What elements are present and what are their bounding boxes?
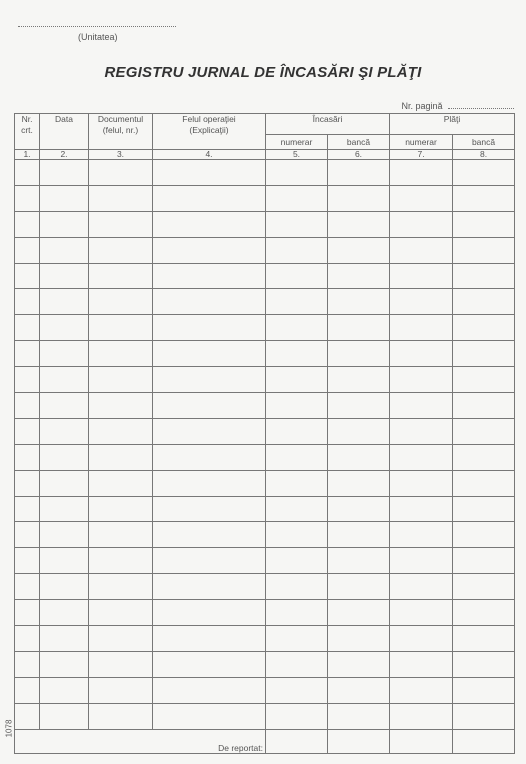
operatie-cell[interactable] [153,470,266,496]
incasari-numerar-cell[interactable] [266,677,328,703]
incasari-numerar-cell[interactable] [266,548,328,574]
nr-crt-cell[interactable] [15,574,40,600]
plati-banca-cell[interactable] [453,626,515,652]
plati-numerar-cell[interactable] [390,444,453,470]
data-cell[interactable] [40,496,89,522]
document-cell[interactable] [89,185,153,211]
nr-crt-cell[interactable] [15,263,40,289]
col-header-operatie: Felul operaţiei (Explicaţii) [153,114,266,150]
incasari-numerar-cell[interactable] [266,289,328,315]
plati-numerar-cell[interactable] [390,470,453,496]
col-header-plati: Plăţi [390,114,515,135]
col-header-incasari: Încasări [266,114,390,135]
incasari-banca-cell[interactable] [328,574,390,600]
data-cell[interactable] [40,703,89,729]
operatie-cell[interactable] [153,237,266,263]
document-cell[interactable] [89,289,153,315]
document-cell[interactable] [89,548,153,574]
document-cell[interactable] [89,703,153,729]
table-row [15,289,515,315]
incasari-numerar-cell[interactable] [266,600,328,626]
operatie-cell[interactable] [153,393,266,419]
plati-banca-cell[interactable] [453,367,515,393]
incasari-banca-cell[interactable] [328,626,390,652]
operatie-cell[interactable] [153,522,266,548]
incasari-banca-cell[interactable] [328,263,390,289]
nr-crt-cell[interactable] [15,237,40,263]
incasari-numerar-cell[interactable] [266,263,328,289]
incasari-numerar-cell[interactable] [266,185,328,211]
plati-numerar-cell[interactable] [390,211,453,237]
incasari-banca-cell[interactable] [328,160,390,186]
data-cell[interactable] [40,418,89,444]
incasari-banca-cell[interactable] [328,548,390,574]
incasari-numerar-cell[interactable] [266,418,328,444]
table-row [15,211,515,237]
nr-crt-cell[interactable] [15,703,40,729]
data-cell[interactable] [40,574,89,600]
incasari-numerar-cell[interactable] [266,237,328,263]
column-number: 6. [328,150,390,160]
data-cell[interactable] [40,548,89,574]
plati-numerar-cell[interactable] [390,522,453,548]
nr-crt-cell[interactable] [15,496,40,522]
plati-banca-cell[interactable] [453,496,515,522]
operatie-cell[interactable] [153,185,266,211]
plati-banca-cell[interactable] [453,418,515,444]
incasari-banca-cell[interactable] [328,289,390,315]
incasari-banca-cell[interactable] [328,211,390,237]
plati-numerar-cell[interactable] [390,289,453,315]
data-cell[interactable] [40,651,89,677]
unit-label: (Unitatea) [78,32,118,42]
document-cell[interactable] [89,574,153,600]
operatie-cell[interactable] [153,703,266,729]
table-row [15,237,515,263]
table-row [15,341,515,367]
carry-forward-plati-banca[interactable] [453,729,515,753]
incasari-banca-cell[interactable] [328,393,390,419]
data-cell[interactable] [40,367,89,393]
col-header-plati-numerar: numerar [390,135,453,150]
nr-crt-cell[interactable] [15,341,40,367]
incasari-banca-cell[interactable] [328,470,390,496]
table-row [15,185,515,211]
operatie-cell[interactable] [153,211,266,237]
nr-crt-cell[interactable] [15,185,40,211]
nr-crt-cell[interactable] [15,600,40,626]
table-row [15,677,515,703]
form-code: 1078 [4,719,14,738]
page-number-blank[interactable] [448,108,514,109]
column-number-row [15,150,515,160]
document-cell[interactable] [89,263,153,289]
plati-numerar-cell[interactable] [390,496,453,522]
nr-crt-cell[interactable] [15,160,40,186]
register-body [15,160,515,730]
operatie-cell[interactable] [153,418,266,444]
incasari-banca-cell[interactable] [328,703,390,729]
incasari-numerar-cell[interactable] [266,574,328,600]
data-cell[interactable] [40,315,89,341]
document-cell[interactable] [89,496,153,522]
plati-banca-cell[interactable] [453,160,515,186]
col-header-plati-banca: bancă [453,135,515,150]
nr-crt-cell[interactable] [15,315,40,341]
operatie-cell[interactable] [153,160,266,186]
unit-dotted-line [18,26,176,27]
data-cell[interactable] [40,677,89,703]
table-row [15,522,515,548]
incasari-banca-cell[interactable] [328,677,390,703]
table-row [15,496,515,522]
column-number: 5. [266,150,328,160]
plati-numerar-cell[interactable] [390,160,453,186]
operatie-cell[interactable] [153,626,266,652]
table-row [15,470,515,496]
data-cell[interactable] [40,626,89,652]
document-cell[interactable] [89,418,153,444]
nr-crt-cell[interactable] [15,651,40,677]
plati-banca-cell[interactable] [453,444,515,470]
nr-crt-cell[interactable] [15,393,40,419]
document-cell[interactable] [89,367,153,393]
operatie-cell[interactable] [153,444,266,470]
plati-numerar-cell[interactable] [390,185,453,211]
incasari-numerar-cell[interactable] [266,367,328,393]
table-row [15,626,515,652]
page-number-field [401,101,514,111]
col-header-incasari-banca: bancă [328,135,390,150]
incasari-numerar-cell[interactable] [266,315,328,341]
operatie-cell[interactable] [153,289,266,315]
document-cell[interactable] [89,393,153,419]
nr-crt-cell[interactable] [15,470,40,496]
plati-numerar-cell[interactable] [390,677,453,703]
col-header-incasari-numerar: numerar [266,135,328,150]
operatie-cell[interactable] [153,574,266,600]
incasari-numerar-cell[interactable] [266,470,328,496]
operatie-cell[interactable] [153,315,266,341]
nr-crt-cell[interactable] [15,444,40,470]
document-cell[interactable] [89,444,153,470]
incasari-banca-cell[interactable] [328,496,390,522]
carry-forward-row [15,729,515,753]
document-cell[interactable] [89,651,153,677]
incasari-numerar-cell[interactable] [266,393,328,419]
data-cell[interactable] [40,341,89,367]
plati-banca-cell[interactable] [453,574,515,600]
operatie-cell[interactable] [153,651,266,677]
document-cell[interactable] [89,470,153,496]
table-row [15,574,515,600]
plati-numerar-cell[interactable] [390,418,453,444]
table-row [15,600,515,626]
incasari-banca-cell[interactable] [328,600,390,626]
nr-crt-cell[interactable] [15,211,40,237]
document-cell[interactable] [89,600,153,626]
document-cell[interactable] [89,160,153,186]
incasari-banca-cell[interactable] [328,315,390,341]
table-row [15,651,515,677]
incasari-banca-cell[interactable] [328,367,390,393]
plati-banca-cell[interactable] [453,263,515,289]
table-row [15,703,515,729]
incasari-numerar-cell[interactable] [266,626,328,652]
plati-banca-cell[interactable] [453,393,515,419]
nr-crt-cell[interactable] [15,367,40,393]
plati-banca-cell[interactable] [453,522,515,548]
plati-banca-cell[interactable] [453,470,515,496]
incasari-numerar-cell[interactable] [266,522,328,548]
data-cell[interactable] [40,160,89,186]
data-cell[interactable] [40,470,89,496]
incasari-numerar-cell[interactable] [266,341,328,367]
data-cell[interactable] [40,237,89,263]
plati-numerar-cell[interactable] [390,393,453,419]
nr-crt-cell[interactable] [15,418,40,444]
plati-numerar-cell[interactable] [390,651,453,677]
data-cell[interactable] [40,600,89,626]
col-header-nr-crt: Nr. crt. [15,114,40,150]
plati-banca-cell[interactable] [453,185,515,211]
table-row [15,393,515,419]
data-cell[interactable] [40,522,89,548]
incasari-banca-cell[interactable] [328,185,390,211]
plati-numerar-cell[interactable] [390,263,453,289]
data-cell[interactable] [40,185,89,211]
plati-banca-cell[interactable] [453,677,515,703]
document-cell[interactable] [89,315,153,341]
column-number: 3. [89,150,153,160]
plati-banca-cell[interactable] [453,703,515,729]
plati-numerar-cell[interactable] [390,315,453,341]
table-row [15,548,515,574]
page-title: REGISTRU JURNAL DE ÎNCASĂRI ŞI PLĂŢI [104,64,422,81]
column-number: 7. [390,150,453,160]
incasari-numerar-cell[interactable] [266,211,328,237]
nr-crt-cell[interactable] [15,548,40,574]
plati-numerar-cell[interactable] [390,341,453,367]
operatie-cell[interactable] [153,600,266,626]
table-row [15,315,515,341]
incasari-numerar-cell[interactable] [266,160,328,186]
table-row [15,367,515,393]
plati-banca-cell[interactable] [453,341,515,367]
incasari-banca-cell[interactable] [328,418,390,444]
plati-banca-cell[interactable] [453,237,515,263]
carry-forward-incasari-banca[interactable] [328,729,390,753]
plati-banca-cell[interactable] [453,600,515,626]
incasari-banca-cell[interactable] [328,237,390,263]
incasari-numerar-cell[interactable] [266,703,328,729]
plati-banca-cell[interactable] [453,315,515,341]
operatie-cell[interactable] [153,367,266,393]
plati-banca-cell[interactable] [453,211,515,237]
nr-crt-cell[interactable] [15,677,40,703]
operatie-cell[interactable] [153,341,266,367]
col-header-document: Documentul (felul, nr.) [89,114,153,150]
plati-numerar-cell[interactable] [390,237,453,263]
data-cell[interactable] [40,444,89,470]
plati-banca-cell[interactable] [453,548,515,574]
carry-forward-incasari-numerar[interactable] [266,729,328,753]
incasari-numerar-cell[interactable] [266,651,328,677]
plati-numerar-cell[interactable] [390,548,453,574]
data-cell[interactable] [40,289,89,315]
operatie-cell[interactable] [153,263,266,289]
carry-forward-label: De reportat: [15,729,266,753]
document-cell[interactable] [89,341,153,367]
plati-numerar-cell[interactable] [390,574,453,600]
carry-forward-plati-numerar[interactable] [390,729,453,753]
incasari-numerar-cell[interactable] [266,496,328,522]
document-cell[interactable] [89,626,153,652]
data-cell[interactable] [40,211,89,237]
operatie-cell[interactable] [153,677,266,703]
incasari-banca-cell[interactable] [328,341,390,367]
column-number: 4. [153,150,266,160]
col-header-data: Data [40,114,89,150]
nr-crt-cell[interactable] [15,522,40,548]
incasari-banca-cell[interactable] [328,522,390,548]
table-row [15,160,515,186]
plati-numerar-cell[interactable] [390,703,453,729]
operatie-cell[interactable] [153,548,266,574]
plati-banca-cell[interactable] [453,289,515,315]
table-row [15,418,515,444]
data-cell[interactable] [40,393,89,419]
document-cell[interactable] [89,522,153,548]
incasari-banca-cell[interactable] [328,651,390,677]
operatie-cell[interactable] [153,496,266,522]
nr-crt-cell[interactable] [15,289,40,315]
document-cell[interactable] [89,237,153,263]
column-number: 1. [15,150,40,160]
column-number: 2. [40,150,89,160]
document-cell[interactable] [89,677,153,703]
data-cell[interactable] [40,263,89,289]
page-number-label: Nr. pagină [401,101,443,111]
document-cell[interactable] [89,211,153,237]
column-number: 8. [453,150,515,160]
register-table [14,113,515,754]
nr-crt-cell[interactable] [15,626,40,652]
incasari-numerar-cell[interactable] [266,444,328,470]
incasari-banca-cell[interactable] [328,444,390,470]
plati-numerar-cell[interactable] [390,367,453,393]
plati-numerar-cell[interactable] [390,600,453,626]
plati-banca-cell[interactable] [453,651,515,677]
plati-numerar-cell[interactable] [390,626,453,652]
table-row [15,444,515,470]
table-row [15,263,515,289]
